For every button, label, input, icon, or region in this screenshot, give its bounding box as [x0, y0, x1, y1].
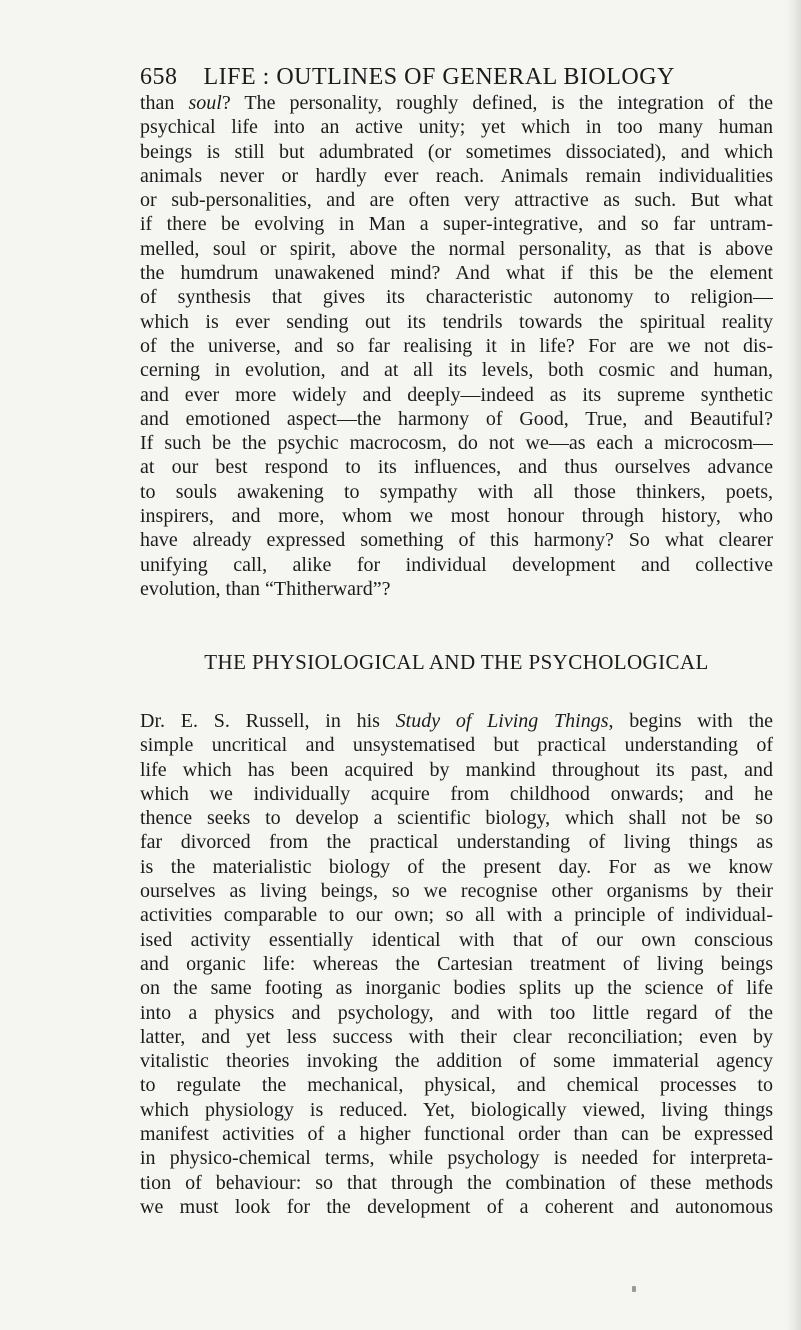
text-line: vitalistic theories invoking the addition of some immaterial agency	[140, 1050, 773, 1073]
text-line: and ever more widely and deeply—indeed as its supreme synthetic	[140, 383, 773, 406]
text-line: on the same footing as inorganic bodies splits up the science of life	[140, 977, 773, 1000]
text-line: If such be the psychic macrocosm, do not we—as each a microcosm—	[140, 432, 773, 455]
text-line: into a physics and psychology, and with too little regard of the	[140, 1001, 773, 1024]
text-line: ised activity essentially identical with that of our own conscious	[140, 928, 773, 951]
text-line: which physiology is reduced. Yet, biologically viewed, living things	[140, 1098, 773, 1121]
text-line: than soul? The personality, roughly defined, is the integration of the	[140, 92, 773, 114]
text-line: of the universe, and so far realising it in life? For are we not dis-	[140, 334, 773, 357]
text-line: simple uncritical and unsystematised but practical understanding of	[140, 734, 773, 757]
text-line: beings is still but adumbrated (or sometimes dissociated), and which	[140, 140, 773, 163]
text-line: Dr. E. S. Russell, in his Study of Living Things, begins with the	[140, 710, 773, 732]
text-line: cerning in evolution, and at all its levels, both cosmic and human,	[140, 359, 773, 382]
paragraph-2	[140, 709, 773, 1219]
text-line: and emotioned aspect—the harmony of Good, True, and Beautiful?	[140, 407, 773, 430]
text-line: the humdrum unawakened mind? And what if this be the element	[140, 262, 773, 285]
page-number: 658	[140, 64, 178, 90]
text-line: to regulate the mechanical, physical, and chemical processes to	[140, 1074, 773, 1097]
page-edge-shadow	[787, 0, 801, 1330]
text-line: animals never or hardly ever reach. Animals remain individualities	[140, 164, 773, 187]
text-line: of synthesis that gives its characteristic autonomy to religion—	[140, 286, 773, 309]
text-line: at our best respond to its influences, and thus ourselves advance	[140, 456, 773, 479]
book-title: LIFE : OUTLINES OF GENERAL BIOLOGY	[203, 64, 675, 90]
text-line: if there be evolving in Man a super-integrative, and so far untram-	[140, 213, 773, 236]
text-line: to souls awakening to sympathy with all those thinkers, poets,	[140, 480, 773, 503]
paragraph-1	[140, 91, 773, 601]
text-line: we must look for the development of a coherent and autonomous	[140, 1195, 773, 1218]
text-line: evolution, than “Thitherward”?	[140, 577, 391, 600]
text-line: or sub-personalities, and are often very attractive as such. But what	[140, 189, 773, 212]
text-line: manifest activities of a higher functional order than can be expressed	[140, 1123, 773, 1146]
text-line: and organic life: whereas the Cartesian treatment of living beings	[140, 952, 773, 975]
text-line: psychical life into an active unity; yet which in too many human	[140, 116, 773, 139]
text-line: tion of behaviour: so that through the combination of these methods	[140, 1171, 773, 1194]
text-line: in physico-chemical terms, while psychology is needed for interpreta-	[140, 1147, 773, 1170]
text-line: which we individually acquire from childhood onwards; and he	[140, 782, 773, 805]
text-line: melled, soul or spirit, above the normal personality, as that is above	[140, 237, 773, 260]
text-line: which is ever sending out its tendrils towards the spiritual reality	[140, 310, 773, 333]
text-line: activities comparable to our own; so all with a principle of individual-	[140, 904, 773, 927]
ink-speck	[632, 1286, 636, 1292]
text-line: life which has been acquired by mankind throughout its past, and	[140, 758, 773, 781]
text-line: have already expressed something of this harmony? So what clearer	[140, 529, 773, 552]
text-line: latter, and yet less success with their clear reconciliation; even by	[140, 1025, 773, 1048]
text-line: far divorced from the practical understanding of living things as	[140, 831, 773, 854]
text-line: inspirers, and more, whom we most honour through history, who	[140, 505, 773, 528]
text-line: thence seeks to develop a scientific biology, which shall not be so	[140, 807, 773, 830]
section-heading: THE PHYSIOLOGICAL AND THE PSYCHOLOGICAL	[204, 650, 709, 674]
text-line: ourselves as living beings, so we recognise other organisms by their	[140, 880, 773, 903]
text-line: is the materialistic biology of the present day. For as we know	[140, 855, 773, 878]
running-header	[140, 64, 740, 94]
text-line: unifying call, alike for individual development and collective	[140, 553, 773, 576]
